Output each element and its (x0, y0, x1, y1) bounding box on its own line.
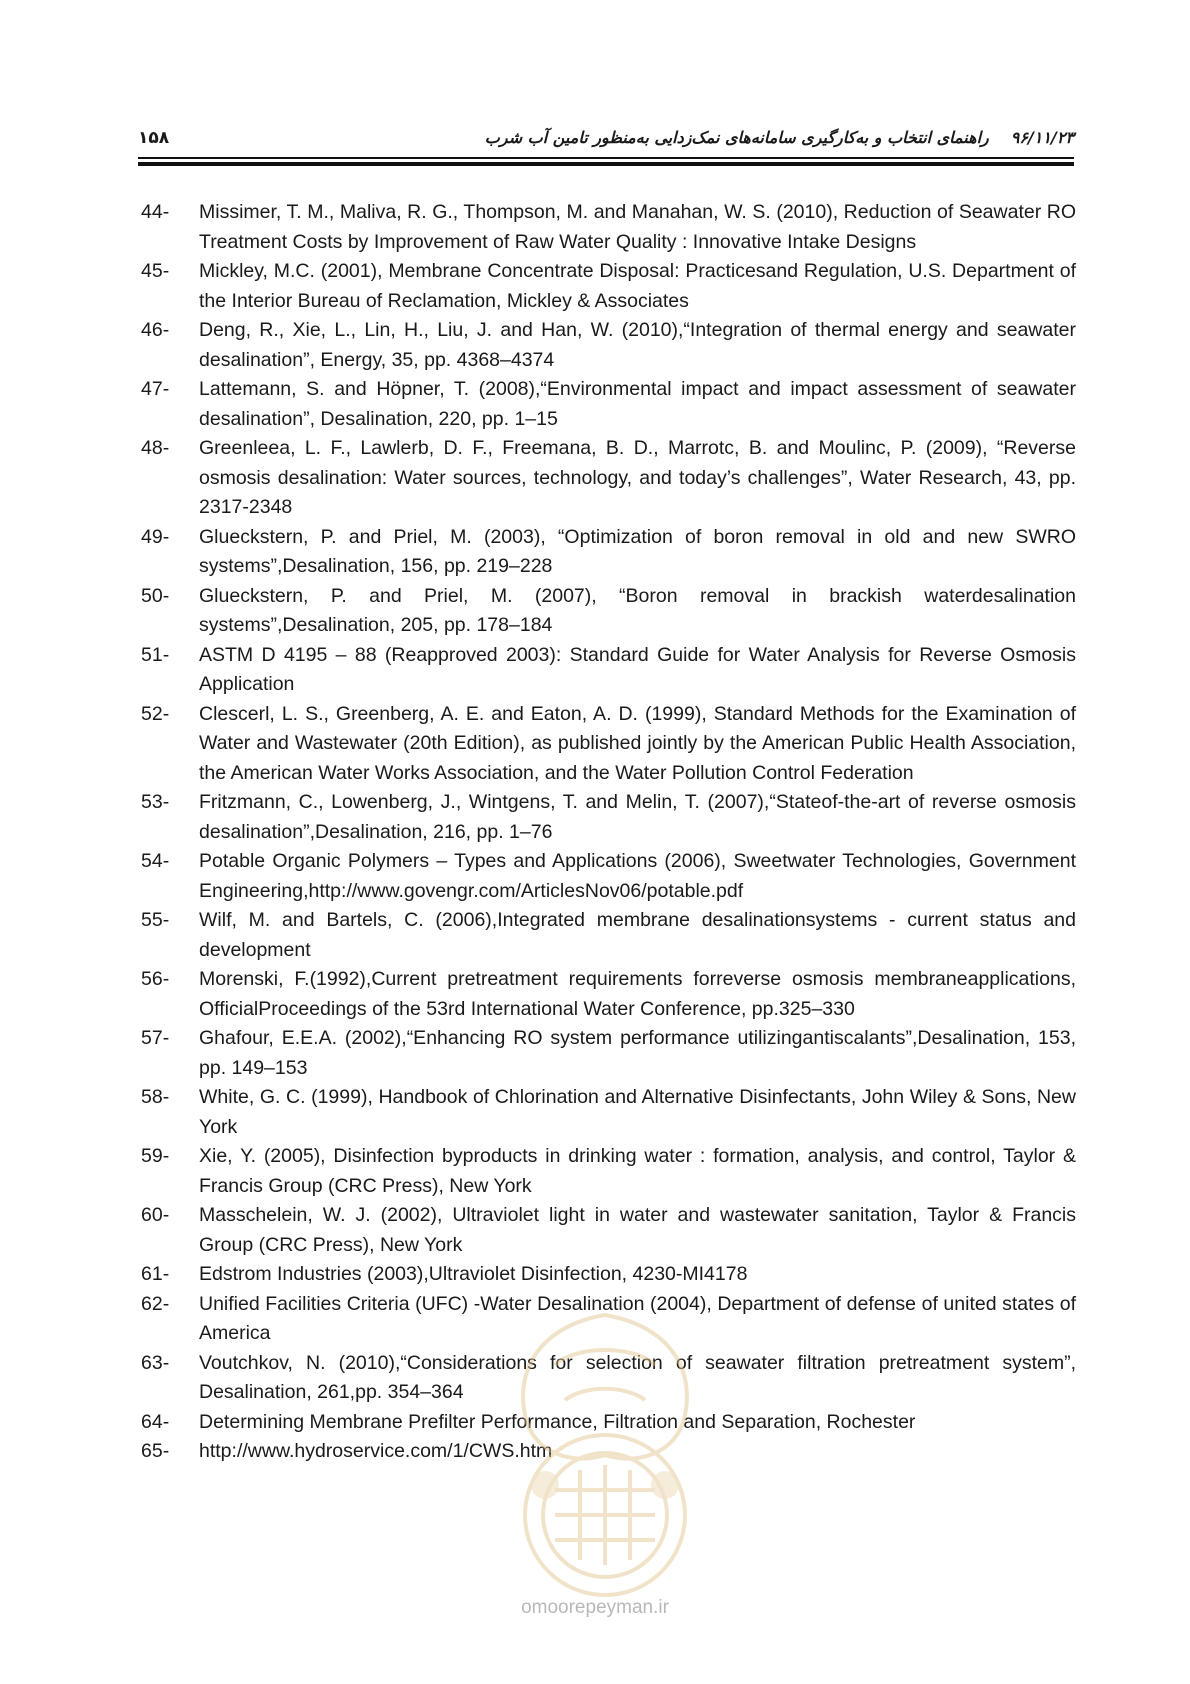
reference-number: 54- (141, 850, 170, 872)
reference-number: 53- (141, 791, 170, 813)
reference-number: 65- (141, 1440, 170, 1462)
reference-number: 44- (141, 201, 170, 223)
reference-number: 57- (141, 1027, 170, 1049)
reference-number: 62- (141, 1292, 170, 1315)
reference-item (141, 582, 1076, 641)
reference-number: 47- (141, 378, 170, 400)
reference-text: Potable Organic Polymers – Types and Applications (2006), Sweetwater Technologies, Government Engineering,http://www.govengr.com/ArticlesNov06/potable.pdf (199, 850, 1076, 902)
page-header (138, 122, 1074, 150)
reference-text: Glueckstern, P. and Priel, M. (2007), “Boron removal in brackish waterdesalination systems”,Desalination, 205, pp. 178–184 (199, 584, 1076, 636)
reference-text: ASTM D 4195 – 88 (Reapproved 2003): Standard Guide for Water Analysis for Reverse Osmosis Application (199, 643, 1076, 695)
reference-text: Xie, Y. (2005), Disinfection byproducts in drinking water : formation, analysis, and control, Taylor & Francis Group (CRC Press), New York (199, 1145, 1076, 1197)
reference-number: 50- (141, 584, 170, 607)
reference-number: 61- (141, 1263, 170, 1285)
reference-item (141, 1408, 1076, 1438)
reference-item (141, 1024, 1076, 1083)
reference-text: Wilf, M. and Bartels, C. (2006),Integrated membrane desalinationsystems - current status and development (199, 909, 1076, 961)
reference-number: 55- (141, 909, 170, 931)
reference-item (141, 641, 1076, 700)
reference-number: 45- (141, 260, 170, 282)
reference-item (141, 198, 1076, 257)
reference-item (141, 1290, 1076, 1349)
reference-text: Fritzmann, C., Lowenberg, J., Wintgens, T. and Melin, T. (2007),“Stateof-the-art of reverse osmosis desalination”,Desalination, 216, pp. 1–76 (199, 791, 1076, 843)
reference-item (141, 965, 1076, 1024)
reference-text: http://www.hydroservice.com/1/CWS.htm (199, 1440, 553, 1462)
reference-item (141, 1349, 1076, 1408)
reference-item (141, 1260, 1076, 1290)
reference-text: Mickley, M.C. (2001), Membrane Concentrate Disposal: Practicesand Regulation, U.S. Department of the Interior Bureau of Reclamation, Mickley & Associates (199, 260, 1076, 312)
reference-number: 64- (141, 1410, 170, 1433)
reference-number: 52- (141, 702, 170, 725)
reference-number: 56- (141, 968, 170, 990)
reference-item (141, 906, 1076, 965)
reference-text: White, G. C. (1999), Handbook of Chlorination and Alternative Disinfectants, John Wiley & Sons, New York (199, 1086, 1076, 1138)
reference-text: Glueckstern, P. and Priel, M. (2003), “Optimization of boron removal in old and new SWRO systems”,Desalination, 156, pp. 219–228 (199, 525, 1076, 577)
reference-text: Clescerl, L. S., Greenberg, A. E. and Eaton, A. D. (1999), Standard Methods for the Examination of Water and Wastewater (20th Edition), as published jointly by the American Public Health Association, the American Water Works Association, and the Water Pollution Control Federation (199, 702, 1076, 784)
reference-text: Deng, R., Xie, L., Lin, H., Liu, J. and Han, W. (2010),“Integration of thermal energy and seawater desalination”, Energy, 35, pp. 4368–4374 (199, 319, 1076, 371)
reference-number: 60- (141, 1204, 170, 1226)
reference-text: Unified Facilities Criteria (UFC) -Water Desalination (2004), Department of defense of united states of America (199, 1292, 1076, 1344)
reference-text: Greenleea, L. F., Lawlerb, D. F., Freemana, B. D., Marrotc, B. and Moulinc, P. (2009), “Reverse osmosis desalination: Water sources, technology, and today’s challenges”, Water Research, 43, pp. 2317-2348 (199, 437, 1076, 518)
reference-number: 59- (141, 1145, 170, 1167)
header-title: راهنمای انتخاب و به‌کارگیری سامانه‌های نمک‌زدایی به‌منظور تامین آب شرب (484, 128, 989, 147)
reference-item (141, 1437, 1076, 1467)
reference-item (141, 257, 1076, 316)
page-number: ۱۵۸ (138, 128, 170, 148)
reference-item (141, 788, 1076, 847)
reference-item (141, 700, 1076, 789)
reference-item (141, 375, 1076, 434)
reference-number: 49- (141, 525, 170, 548)
reference-text: Voutchkov, N. (2010),“Considerations for selection of seawater filtration pretreatment system”, Desalination, 261,pp. 354–364 (199, 1351, 1076, 1403)
reference-item (141, 1142, 1076, 1201)
reference-item (141, 847, 1076, 906)
reference-item (141, 1201, 1076, 1260)
reference-number: 51- (141, 643, 170, 666)
reference-text: Determining Membrane Prefilter Performance, Filtration and Separation, Rochester (199, 1410, 916, 1433)
reference-number: 48- (141, 437, 170, 459)
header-date: ۹۶/۱۱/۲۳ (1010, 128, 1074, 147)
header-rule (138, 157, 1074, 166)
watermark-site: omoorepeyman.ir (521, 1597, 669, 1618)
reference-item (141, 316, 1076, 375)
reference-text: Edstrom Industries (2003),Ultraviolet Disinfection, 4230-MI4178 (199, 1263, 748, 1285)
reference-text: Masschelein, W. J. (2002), Ultraviolet light in water and wastewater sanitation, Taylor & Francis Group (CRC Press), New York (199, 1204, 1076, 1256)
reference-list (141, 198, 1076, 1467)
reference-text: Ghafour, E.E.A. (2002),“Enhancing RO system performance utilizingantiscalants”,Desalination, 153, pp. 149–153 (199, 1027, 1076, 1079)
reference-text: Lattemann, S. and Höpner, T. (2008),“Environmental impact and impact assessment of seawater desalination”, Desalination, 220, pp. 1–15 (199, 378, 1076, 430)
running-title (485, 128, 1074, 147)
reference-text: Morenski, F.(1992),Current pretreatment requirements forreverse osmosis membraneapplications, OfficialProceedings of the 53rd International Water Conference, pp.325–330 (199, 968, 1076, 1020)
reference-text: Missimer, T. M., Maliva, R. G., Thompson, M. and Manahan, W. S. (2010), Reduction of Seawater RO Treatment Costs by Improvement of Raw Water Quality : Innovative Intake Designs (199, 201, 1076, 253)
reference-number: 58- (141, 1086, 170, 1108)
reference-item (141, 434, 1076, 523)
reference-item (141, 1083, 1076, 1142)
reference-number: 63- (141, 1351, 170, 1374)
reference-number: 46- (141, 319, 170, 341)
reference-item (141, 523, 1076, 582)
